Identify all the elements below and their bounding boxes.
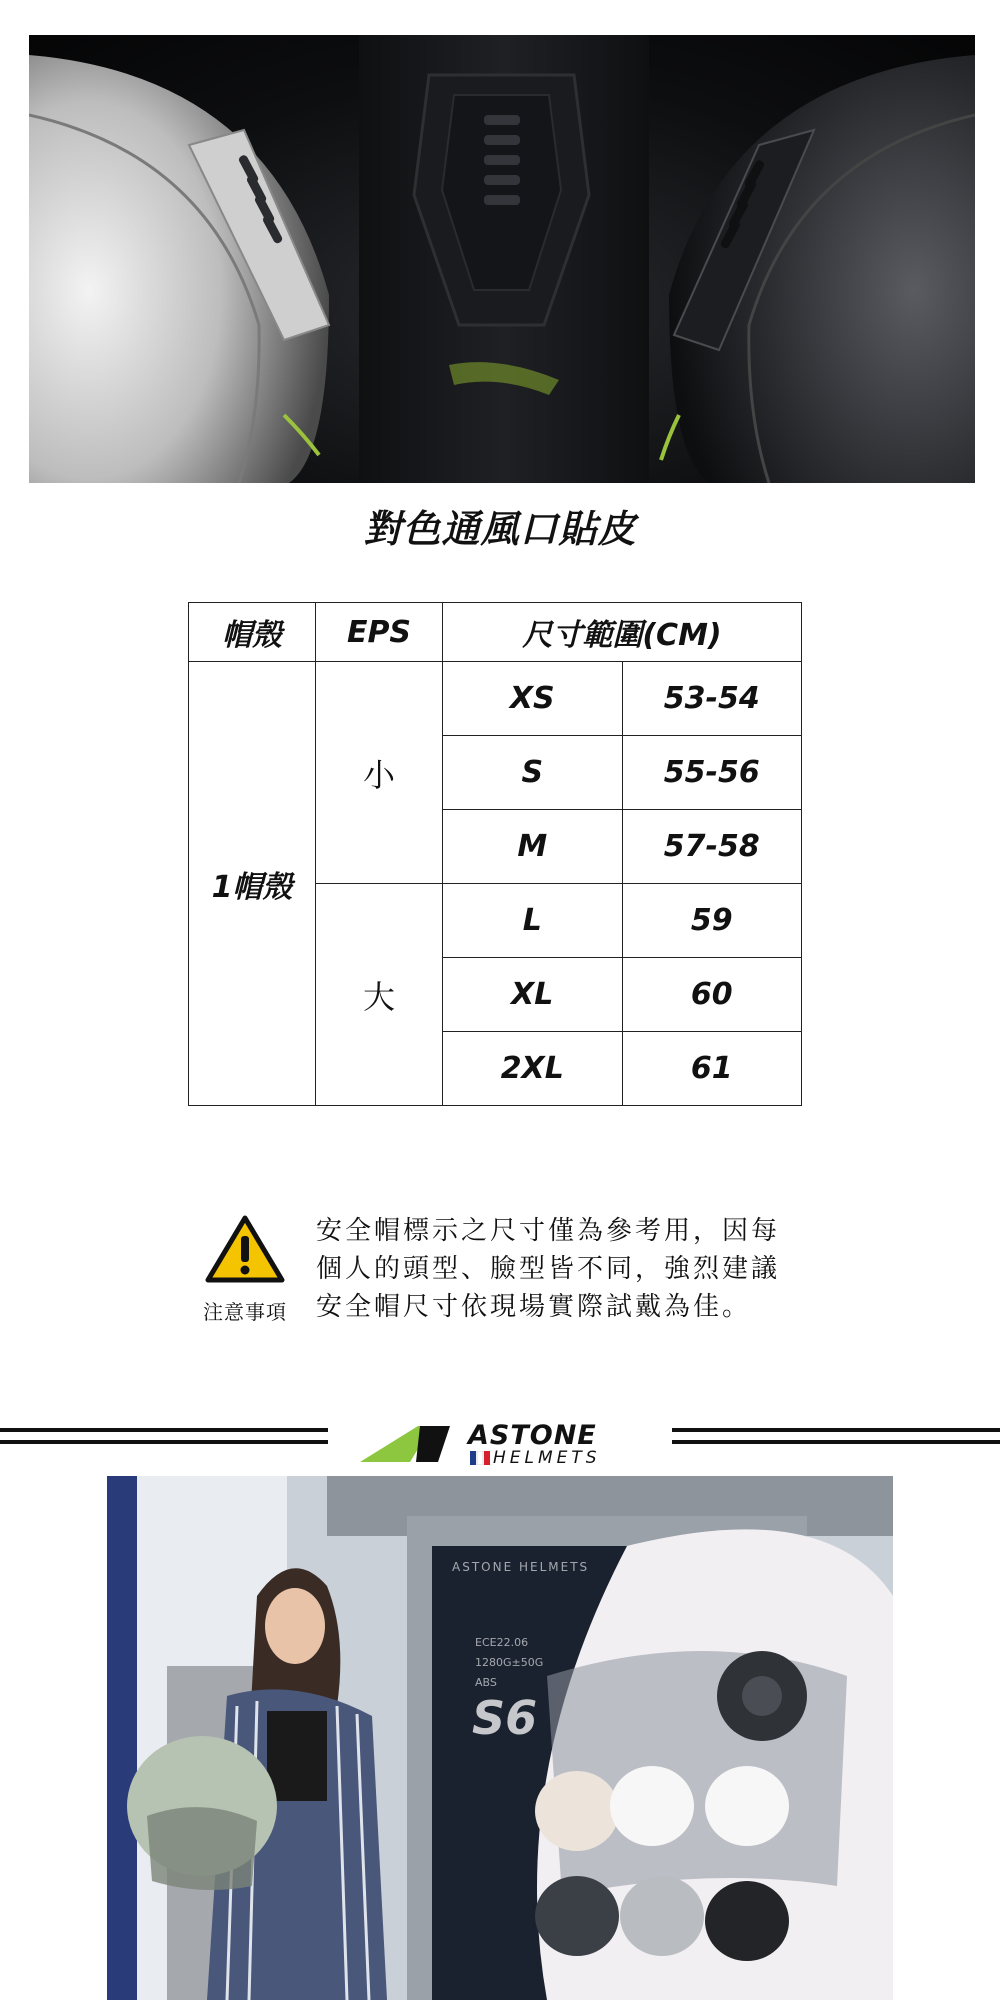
size-cell: 2XL	[443, 1032, 623, 1106]
divider-rule	[0, 1428, 328, 1432]
display-spec: ABS	[475, 1676, 497, 1689]
brand-sub: HELMETS	[493, 1448, 601, 1468]
size-cell: M	[443, 810, 623, 884]
size-cell: XL	[443, 958, 623, 1032]
table-row	[189, 662, 802, 736]
table-header-shell: 帽殼	[189, 603, 316, 662]
hero-photo	[29, 35, 975, 483]
notice-line: 個人的頭型、臉型皆不同，強烈建議	[316, 1254, 781, 1284]
range-cell: 57-58	[622, 810, 802, 884]
display-brand: ASTONE HELMETS	[452, 1560, 590, 1574]
range-cell: 60	[622, 958, 802, 1032]
table-header-range: 尺寸範圍(CM)	[443, 603, 802, 662]
display-model: S6	[472, 1691, 538, 1745]
range-cell: 53-54	[622, 662, 802, 736]
notice-label: 注意事項	[203, 1300, 287, 1324]
hero-caption: 對色通風口貼皮	[363, 507, 637, 551]
eps-small-cell: 小	[316, 662, 443, 884]
table-header-row	[189, 603, 802, 662]
eps-large-cell: 大	[316, 884, 443, 1106]
size-table	[188, 602, 802, 1106]
size-cell: S	[443, 736, 623, 810]
vent-sticker-illustration	[29, 35, 975, 483]
display-spec: 1280G±50G	[475, 1656, 544, 1669]
notice-line: 安全帽尺寸依現場實際試戴為佳。	[316, 1292, 752, 1322]
table-header-eps: EPS	[316, 603, 443, 662]
brand-name: ASTONE	[468, 1420, 597, 1451]
notice-text	[316, 1212, 826, 1326]
range-cell: 55-56	[622, 736, 802, 810]
notice-badge	[190, 1210, 300, 1325]
french-flag-icon	[470, 1451, 490, 1465]
notice-line: 安全帽標示之尺寸僅為參考用，因每	[316, 1216, 781, 1246]
range-cell: 61	[622, 1032, 802, 1106]
size-cell: XS	[443, 662, 623, 736]
notice-section	[190, 1210, 820, 1330]
warning-icon	[205, 1214, 285, 1284]
divider-rule	[0, 1440, 328, 1444]
astone-logo-mark	[358, 1420, 453, 1464]
shell-cell: 1帽殼	[189, 662, 316, 1106]
lifestyle-photo	[107, 1476, 893, 2000]
size-cell: L	[443, 884, 623, 958]
divider-rule	[672, 1428, 1000, 1432]
range-cell: 59	[622, 884, 802, 958]
brand-divider	[0, 1418, 1000, 1468]
divider-rule	[672, 1440, 1000, 1444]
display-spec: ECE22.06	[475, 1636, 529, 1649]
